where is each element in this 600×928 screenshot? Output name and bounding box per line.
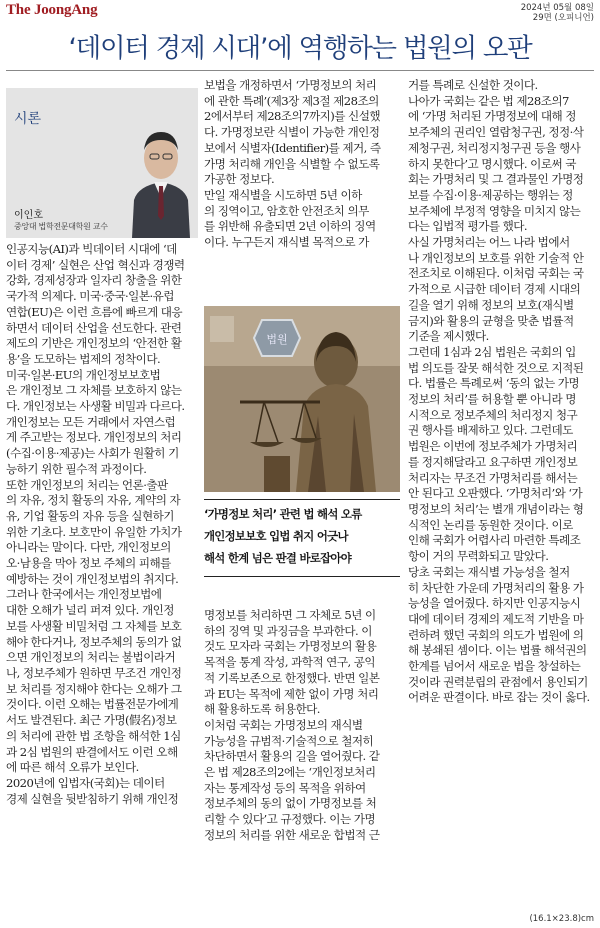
text-line: 기준을 제시했다.	[408, 329, 489, 344]
text-line: 은 개인정보 그 자체를 보호하지 않는	[6, 383, 182, 398]
text-line: 명정보의 처리’는 별개 개념이라는 형	[408, 501, 584, 516]
text-line: 한계를 넘어서 새로운 법을 창설하는	[408, 659, 581, 674]
text-line: 능하기 위한 필수적 과정이다.	[6, 461, 147, 476]
newspaper-logo: The JoongAng	[6, 2, 98, 18]
text-line: 보주체에 부정적 영향을 미치지 않는	[408, 203, 581, 218]
text-line: 금지)와 활용의 균형을 맞춘 법률적	[408, 313, 574, 328]
text-line: 그러나 한국에서는 개인정보법에	[6, 587, 162, 602]
text-line: 보법을 개정하면서 ‘가명정보의 처리	[204, 78, 377, 92]
text-line: 나, 정보주체가 원하면 무조건 개인정	[6, 665, 182, 680]
text-line: 해야 한다거나, 정보주체의 동의가 없	[6, 634, 182, 649]
text-line: 인공지능(AI)과 빅데이터 시대에 ‘데	[6, 242, 177, 256]
text-line: 리할 수 있다’고 규정했다. 이는 가명	[204, 812, 376, 827]
deck-line-1: ‘가명정보 처리’ 관련 법 해석 오류	[204, 507, 362, 521]
text-line: 오·남용을 막아 정보 주체의 피해를	[6, 556, 171, 571]
deck	[204, 503, 400, 569]
text-line: (수집·이용·제공)는 사회가 원활히 기	[6, 446, 179, 461]
size-note: (16.1×23.8)cm	[529, 914, 594, 924]
text-line: 해 활용하도록 허용한다.	[204, 702, 320, 717]
text-line: 에 따른 해석 오류가 보인다.	[6, 760, 139, 775]
text-line: 강화, 경제성장과 일자리 창출을 위한	[6, 273, 182, 288]
text-line: 보 처리를 정지해야 한다는 오해가 그	[6, 681, 182, 696]
headline: ‘데이터 경제 시대’에 역행하는 법원의 오판	[68, 33, 532, 64]
text-line: 에 ‘가명 처리된 가명정보에 대해 정	[408, 109, 576, 124]
column-1	[6, 242, 198, 807]
deck-top-rule	[204, 499, 400, 500]
text-line: 법 의도를 잘못 해석한 것으로 지적된	[408, 360, 584, 375]
court-sign: 법원	[266, 333, 288, 346]
text-line: 개인정보는 모든 거래에서 자연스럽	[6, 414, 176, 429]
author-title: 중앙대 법학전문대학원 교수	[14, 222, 108, 231]
text-line: 를 정지해달라고 요구하면 개인정보	[408, 454, 578, 469]
text-line: 국가적 의제다. 미국·중국·일본·유럽	[6, 289, 174, 304]
text-line: 그런데 1심과 2심 법원은 국회의 입	[408, 344, 576, 359]
text-line: 항이 거의 무력화되고 말았다.	[408, 549, 549, 564]
text-line: 련하려 했던 국회의 의도가 법원에 의	[408, 627, 584, 642]
lady-justice-image	[204, 306, 400, 492]
text-line: 다. 법률은 특례로써 ‘동의 없는 가명	[408, 376, 580, 391]
byline-box	[6, 88, 198, 238]
text-line: 것도 모자라 국회는 가명정보의 활용	[204, 639, 377, 654]
section-tag: 시론	[14, 111, 42, 127]
text-line: 위한 기초다. 보호만이 유일한 가치가	[6, 524, 182, 539]
author-portrait	[130, 120, 192, 238]
text-line: 또한 개인정보의 처리는 언론·출판	[6, 477, 168, 492]
text-line: 서도 발견된다. 최근 가명(假名)정보	[6, 713, 177, 728]
text-line: 정보의 처리’를 허용할 뿐 아니라 명	[408, 392, 576, 407]
court-statue-photo	[204, 306, 400, 492]
text-line: 식적인 논리를 동원한 것이다. 이로	[408, 517, 573, 532]
deck-line-3: 해석 한계 넘은 판결 바로잡아야	[204, 551, 352, 565]
text-line: 의 자유, 정치 활동의 자유, 계약의 자	[6, 493, 181, 508]
text-line: 히 차단한 가운데 가명처리의 활용 가	[408, 580, 584, 595]
text-line: 하의 징역 및 과징금을 부과한다. 이	[204, 623, 372, 638]
text-line: 에 관한 특례’(제3장 제3절 제28조의	[204, 93, 379, 108]
text-line: 다. 가명정보란 식별이 가능한 개인정	[204, 125, 380, 140]
page-info: 29면 (오피니언)	[532, 13, 594, 23]
text-line: 해 봉쇄된 셈이다. 이는 법률 해석권의	[408, 643, 587, 658]
text-line: 당초 국회는 재식별 가능성을 철저	[408, 564, 570, 579]
text-line: 적 기록보존으로 한정했다. 반면 일본	[204, 670, 380, 685]
column-3	[408, 78, 598, 706]
text-line: 연합(EU)은 이런 흐름에 빠르게 대응	[6, 304, 183, 319]
text-line: 정보주체의 동의 없이 가명정보를 처	[204, 796, 377, 811]
text-line: 어려운 판결이다. 바로 잡는 것이 옳다.	[408, 690, 590, 705]
court-emblem-icon	[254, 320, 300, 356]
text-line: 은 법 제28조의2에는 ‘개인정보처리	[204, 765, 376, 780]
text-line: 보에서 식별자(Identifier)를 제거, 즉	[204, 140, 381, 155]
text-line: 보를 수집·이용·제공하는 행위는 정	[408, 187, 573, 202]
text-line: 거를 특례로 신설한 것이다.	[408, 78, 538, 92]
text-line: 이처럼 국회는 가명정보의 재식별	[204, 717, 363, 732]
text-line: 를 위반해 유출되면 2년 이하의 징역	[204, 219, 376, 234]
deck-line-2: 개인정보보호 입법 취지 어긋나	[204, 529, 348, 543]
text-line: 가공한 정보다.	[204, 172, 275, 187]
text-line: 대에 데이터 경제의 제도적 기반을 마	[408, 611, 584, 626]
text-line: 목적을 통계 작성, 과학적 연구, 공익	[204, 655, 376, 670]
column-2-bottom	[204, 608, 400, 844]
headline-divider	[6, 70, 594, 71]
text-line: 안 된다고 오판했다. ‘가명처리’와 ‘가	[408, 486, 583, 501]
text-line: 과 2심 법원의 판결에서도 이런 오해	[6, 744, 178, 759]
text-line: 권 행사를 배제하고 있다. 그런데도	[408, 423, 573, 438]
text-line: 이터 경제’ 실현은 산업 혁신과 경쟁력	[6, 257, 185, 272]
text-line: 차단하면서 활용의 길을 열어줬다. 같	[204, 749, 380, 764]
text-line: 아니라는 말이다. 다만, 개인정보의	[6, 540, 171, 555]
text-line: 것이라 권력분립의 관점에서 용인되기	[408, 674, 588, 689]
text-line: 유, 기업 활동의 자유 등을 실현하기	[6, 508, 174, 523]
text-line: 의 징역이고, 암호한 안전조치 의무	[204, 203, 369, 218]
text-line: 보주체의 권리인 열람청구권, 정정·삭	[408, 125, 584, 140]
text-line: 나 개인정보의 보호를 위한 기술적 안	[408, 250, 584, 265]
text-line: 2에서부터 제28조의7까지)를 신설했	[204, 109, 380, 124]
text-line: 미국·일본·EU의 개인정보보호법	[6, 367, 161, 382]
text-line: 것이다. 이런 오해는 법률전문가에게	[6, 697, 179, 712]
text-line: 다는 입법적 평가를 했다.	[408, 219, 528, 234]
text-line: 제청구권, 처리정지청구권 등을 행사	[408, 140, 581, 155]
text-line: 경제 실현을 뒷받침하기 위해 개인정	[6, 791, 179, 806]
text-line: 2020년에 입법자(국회)는 데이터	[6, 775, 165, 790]
text-line: 용’을 도모하는 법제의 정착이다.	[6, 351, 161, 366]
text-line: 다. 개인정보는 사생활 비밀과 다르다.	[6, 399, 185, 414]
masthead	[6, 2, 594, 22]
text-line: 전조치로 이해된다. 이처럼 국회는 국	[408, 266, 584, 281]
text-line: 가능성을 규범적·기술적으로 철저히	[204, 733, 374, 748]
column-2-top	[204, 78, 400, 251]
text-line: 길을 열기 위해 정보의 보호(재식별	[408, 297, 574, 312]
text-line: 정보의 처리를 위한 새로운 합법적 근	[204, 827, 380, 842]
text-line: 자는 통계작성 등의 목적을 위하여	[204, 780, 366, 795]
issue-date: 2024년 05월 08일	[520, 3, 594, 13]
text-line: 의 처리에 관한 법 조항을 해석한 1심	[6, 728, 181, 743]
text-line: 제도의 기반은 개인정보의 ‘안전한 활	[6, 336, 182, 351]
text-line: 명정보를 처리하면 그 자체로 5년 이	[204, 608, 376, 622]
text-line: 인해 국회가 어렵사리 마련한 특례조	[408, 533, 581, 548]
text-line: 법원은 이번에 정보주체가 가명처리	[408, 439, 578, 454]
text-line: 나아가 국회는 같은 법 제28조의7	[408, 93, 569, 108]
dateline	[521, 3, 594, 23]
text-line: 가적으로 시급한 데이터 경제 시대의	[408, 282, 581, 297]
text-line: 만일 재식별을 시도하면 5년 이하	[204, 187, 362, 202]
text-line: 시적으로 정보주체의 처리정지 청구	[408, 407, 578, 422]
text-line: 과 EU는 목적에 제한 없이 가명 처리	[204, 686, 379, 701]
text-line: 하지 못한다’고 명시했다. 이로써 국	[408, 156, 576, 171]
text-line: 하면서 데이터 산업을 선도한다. 관련	[6, 320, 182, 335]
text-line: 회는 가명처리 및 그 결과물인 가명정	[408, 172, 584, 187]
text-line: 처리자는 무조건 가명처리를 해서는	[408, 470, 578, 485]
text-line: 이다. 누구든지 재식별 목적으로 가	[204, 235, 369, 250]
text-line: 게 주고받는 정보다. 개인정보의 처리	[6, 430, 182, 445]
text-line: 능성을 열어줬다. 하지만 인공지능시	[408, 596, 581, 611]
text-line: 사실 가명처리는 어느 나라 법에서	[408, 235, 570, 250]
text-line: 예방하는 것이 개인정보법의 취지다.	[6, 571, 179, 586]
deck-bottom-rule	[204, 576, 400, 577]
text-line: 보를 사생활 비밀처럼 그 자체를 보호	[6, 618, 182, 633]
text-line: 으면 개인정보의 처리는 불법이라거	[6, 650, 176, 665]
text-line: 대한 오해가 널리 퍼져 있다. 개인정	[6, 603, 174, 618]
author-name: 이인호	[14, 210, 43, 221]
text-line: 가명 처리해 개인을 식별할 수 없도록	[204, 156, 380, 171]
